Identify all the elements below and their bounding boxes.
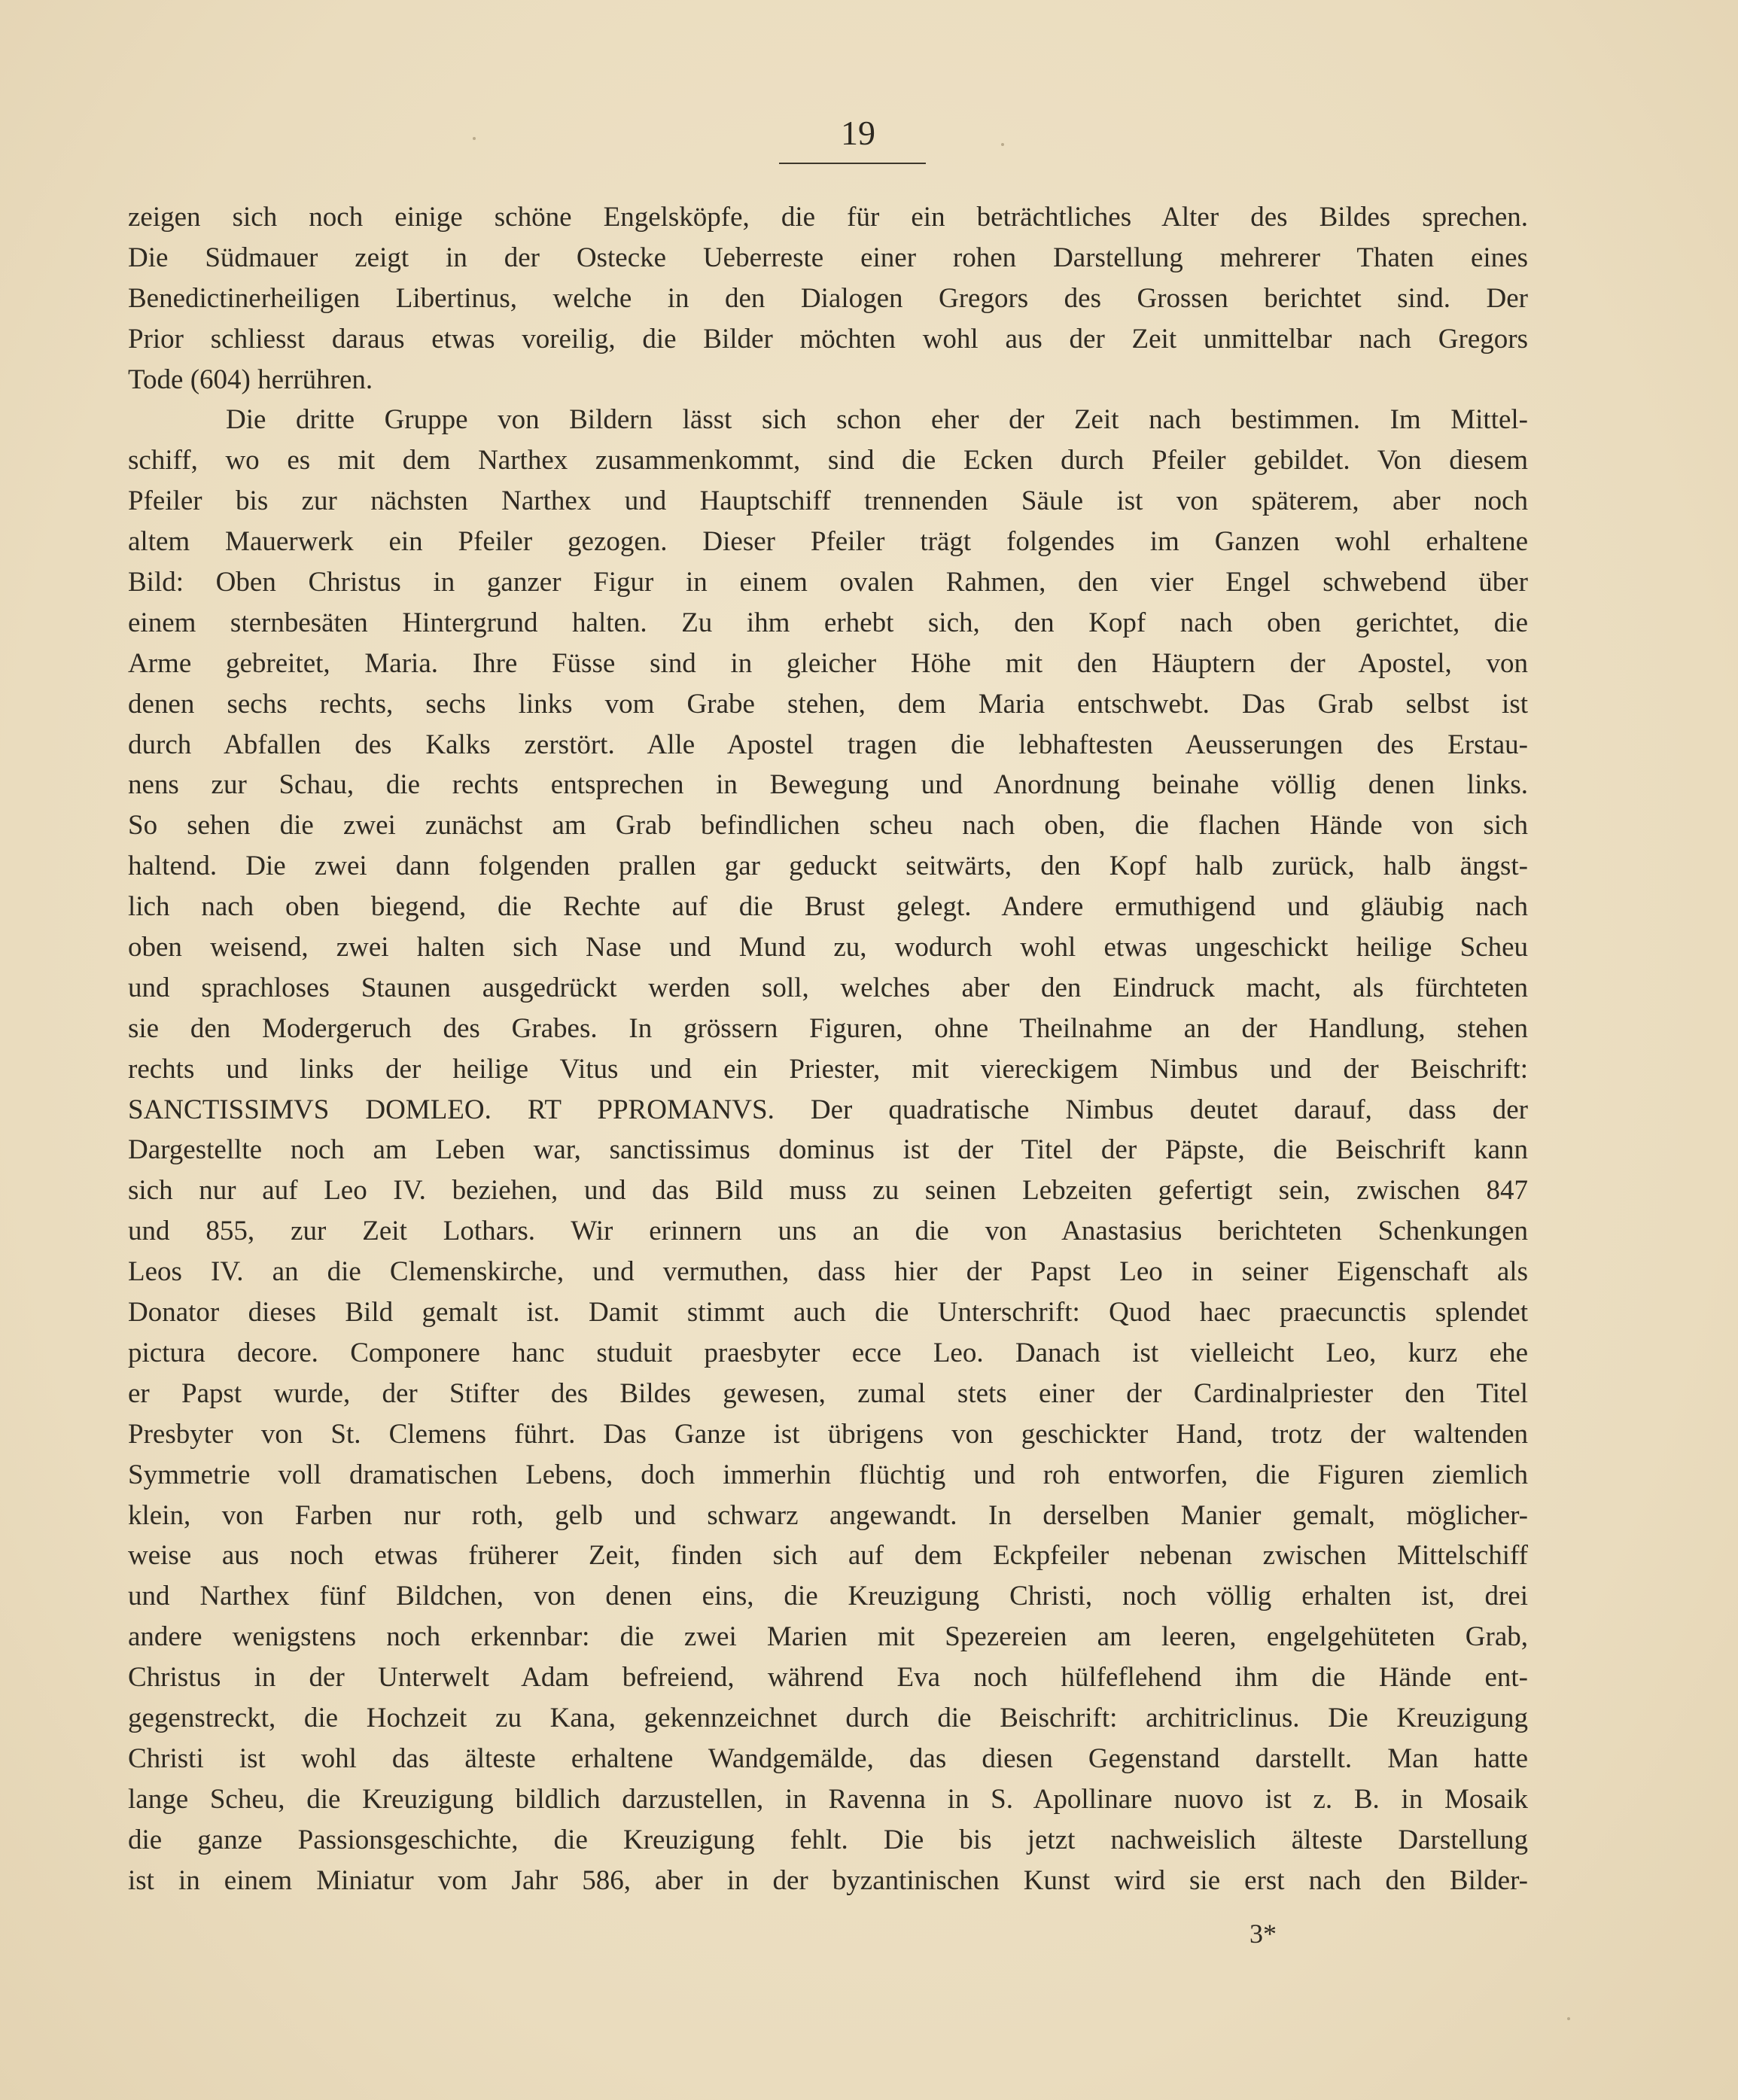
text-line: Bild: Oben Christus in ganzer Figur in einem ovalen Rahmen, den vier Engel schwebend über	[128, 567, 1528, 598]
text-line: Benedictinerheiligen Libertinus, welche in den Dialogen Gregors des Grossen berichtet sind. Der	[128, 282, 1528, 314]
text-line: und sprachloses Staunen ausgedrückt werden soll, welches aber den Eindruck macht, als fürchteten	[128, 972, 1528, 1003]
text-line: Pfeiler bis zur nächsten Narthex und Hauptschiff trennenden Säule ist von späterem, aber noch	[128, 485, 1528, 517]
text-line: Die Südmauer zeigt in der Ostecke Ueberreste einer rohen Darstellung mehrerer Thaten eines	[128, 242, 1528, 273]
paper-speck	[1567, 2017, 1570, 2020]
text-line: lange Scheu, die Kreuzigung bildlich darzustellen, in Ravenna in S. Apollinare nuovo ist z. B. in Mosaik	[128, 1783, 1528, 1815]
text-line: sich nur auf Leo IV. beziehen, und das Bild muss zu seinen Lebzeiten gefertigt sein, zwischen 847	[128, 1175, 1528, 1207]
text-line: Christus in der Unterwelt Adam befreiend, während Eva noch hülfeflehend ihm die Hände ent-	[128, 1662, 1528, 1694]
text-line: Donator dieses Bild gemalt ist. Damit stimmt auch die Unterschrift: Quod haec praecunctis splendet	[128, 1297, 1528, 1328]
text-line: die ganze Passionsgeschichte, die Kreuzigung fehlt. Die bis jetzt nachweislich älteste Darstellung	[128, 1824, 1528, 1855]
text-line: Dargestellte noch am Leben war, sanctissimus dominus ist der Titel der Päpste, die Beischrift kann	[128, 1134, 1528, 1166]
text-line: und Narthex fünf Bildchen, von denen eins, die Kreuzigung Christi, noch völlig erhalten ist, drei	[128, 1581, 1528, 1612]
text-line: pictura decore. Componere hanc studuit praesbyter ecce Leo. Danach ist vielleicht Leo, kurz ehe	[128, 1337, 1528, 1368]
text-line: weise aus noch etwas früherer Zeit, finden sich auf dem Eckpfeiler nebenan zwischen Mittelschiff	[128, 1540, 1528, 1572]
text-line: Leos IV. an die Clemenskirche, und vermuthen, dass hier der Papst Leo in seiner Eigenschaft als	[128, 1256, 1528, 1288]
paper-speck	[473, 137, 476, 140]
text-line: Presbyter von St. Clemens führt. Das Ganze ist übrigens von geschickter Hand, trotz der waltenden	[128, 1418, 1528, 1450]
paper-speck	[1001, 143, 1004, 146]
text-line: altem Mauerwerk ein Pfeiler gezogen. Dieser Pfeiler trägt folgendes im Ganzen wohl erhaltene	[128, 526, 1528, 558]
text-line: Christi ist wohl das älteste erhaltene Wandgemälde, das diesen Gegenstand darstellt. Man hatte	[128, 1742, 1528, 1774]
text-line: nens zur Schau, die rechts entsprechen in Bewegung und Anordnung beinahe völlig denen links.	[128, 769, 1528, 801]
header-rule	[779, 163, 926, 164]
text-line: ist in einem Miniatur vom Jahr 586, aber in der byzantinischen Kunst wird sie erst nach den Bilder-	[128, 1864, 1528, 1896]
text-line: denen sechs rechts, sechs links vom Grabe stehen, dem Maria entschwebt. Das Grab selbst ist	[128, 688, 1528, 720]
text-line: sie den Modergeruch des Grabes. In grössern Figuren, ohne Theilnahme an der Handlung, stehen	[128, 1012, 1528, 1044]
text-line: und 855, zur Zeit Lothars. Wir erinnern uns an die von Anastasius berichteten Schenkungen	[128, 1216, 1528, 1247]
text-line: andere wenigstens noch erkennbar: die zwei Marien mit Spezereien am leeren, engelgehüteten Grab,	[128, 1621, 1528, 1653]
text-line: gegenstreckt, die Hochzeit zu Kana, gekennzeichnet durch die Beischrift: architriclinus. Die Kreuzigung	[128, 1702, 1528, 1733]
text-line: rechts und links der heilige Vitus und ein Priester, mit viereckigem Nimbus und der Beischrift:	[128, 1053, 1528, 1085]
text-line: Prior schliesst daraus etwas voreilig, die Bilder möchten wohl aus der Zeit unmittelbar nach Gregors	[128, 323, 1528, 355]
text-line: oben weisend, zwei halten sich Nase und Mund zu, wodurch wohl etwas ungeschickt heilige Scheu	[128, 932, 1528, 963]
text-line: Tode (604) herrühren.	[128, 364, 373, 395]
text-line: Symmetrie voll dramatischen Lebens, doch immerhin flüchtig und roh entworfen, die Figuren ziemlich	[128, 1459, 1528, 1490]
text-line: lich nach oben biegend, die Rechte auf die Brust gelegt. Andere ermuthigend und gläubig nach	[128, 891, 1528, 923]
text-line: schiff, wo es mit dem Narthex zusammenkommt, sind die Ecken durch Pfeiler gebildet. Von diesem	[128, 445, 1528, 476]
text-line: haltend. Die zwei dann folgenden prallen gar geduckt seitwärts, den Kopf halb zurück, halb ängst-	[128, 851, 1528, 882]
text-line: er Papst wurde, der Stifter des Bildes gewesen, zumal stets einer der Cardinalpriester den Titel	[128, 1377, 1528, 1409]
signature-mark: 3*	[1249, 1919, 1277, 1949]
text-line: Arme gebreitet, Maria. Ihre Füsse sind in gleicher Höhe mit den Häuptern der Apostel, von	[128, 647, 1528, 679]
text-line: durch Abfallen des Kalks zerstört. Alle Apostel tragen die lebhaftesten Aeusserungen des Erstau-	[128, 729, 1528, 760]
paragraph-first-line: Die dritte Gruppe von Bildern lässt sich schon eher der Zeit nach bestimmen. Im Mittel-	[226, 404, 1528, 436]
text-line: zeigen sich noch einige schöne Engelsköpfe, die für ein beträchtliches Alter des Bildes sprechen.	[128, 202, 1528, 233]
page-number: 19	[841, 114, 875, 152]
text-line: einem sternbesäten Hintergrund halten. Zu ihm erhebt sich, den Kopf nach oben gerichtet, die	[128, 607, 1528, 638]
body-text	[128, 197, 1528, 1901]
text-line: SANCTISSIMVS DOMLEO. RT PPROMANVS. Der quadratische Nimbus deutet darauf, dass der	[128, 1094, 1528, 1125]
text-line: So sehen die zwei zunächst am Grab befindlichen scheu nach oben, die flachen Hände von sich	[128, 810, 1528, 842]
text-line: klein, von Farben nur roth, gelb und schwarz angewandt. In derselben Manier gemalt, möglicher-	[128, 1499, 1528, 1531]
